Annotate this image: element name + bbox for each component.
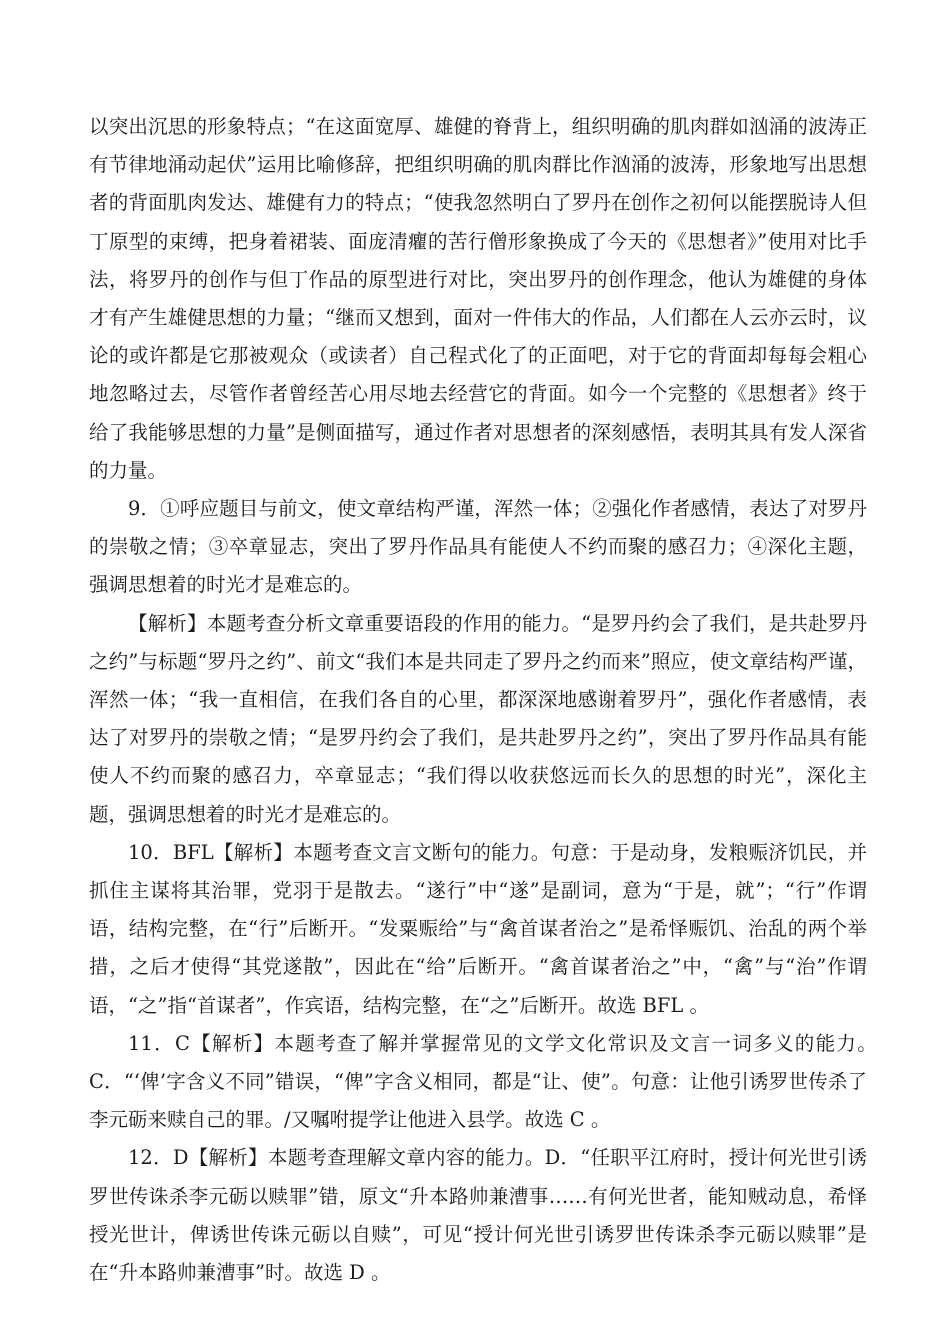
answer-11-paragraph: 11．C【解析】本题考查了解并掌握常见的文学文化常识及文言一词多义的能力。 C．“‘俾’字含义不同”错误，“俾”字含义相同，都是“让、使”。句意：让他引诱罗世传杀了李元砺来赎自己的罪。/又嘱咐提学让他进入县学。故选 C 。 <box>89 1031 887 1132</box>
document-page <box>89 108 887 1292</box>
answer-10-paragraph: 10．BFL【解析】本题考查文言文断句的能力。句意：于是动身，发粮赈济饥民，并抓住主谋将其治罪，党羽于是散去。“遂行”中“遂”是副词，意为“于是，就”；“行”作谓语，结构完整，在“行”后断开。“发粟赈给”与“禽首谋者治之”是希怿赈饥、治乱的两个举措，之后才使得“其党遂散”，因此在“给”后断开。“禽首谋者治之”中，“禽”与“治”作谓语，“之”指“首谋者”，作宾语，结构完整，在“之”后断开。故选 BFL 。 <box>89 840 867 1017</box>
analysis-paragraph-continued: 以突出沉思的形象特点；“在这面宽厚、雄健的脊背上，组织明确的肌肉群如汹涌的波涛正有节律地涌动起伏”运用比喻修辞，把组织明确的肌肉群比作汹涌的波涛，形象地写出思想者的背面肌肉发达、雄健有力的特点；“使我忽然明白了罗丹在创作之初何以能摆脱诗人但丁原型的束缚，把身着裙装、面庞清癯的苦行僧形象换成了今天的《思想者》”使用对比手法，将罗丹的创作与但丁作品的原型进行对比，突出罗丹的创作理念，他认为雄健的身体才有产生雄健思想的力量；“继而又想到，面对一件伟大的作品，人们都在人云亦云时，议论的或许都是它那被观众（或读者）自己程式化了的正面吧，对于它的背面却每每会粗心地忽略过去，尽管作者曾经苦心用尽地去经营它的背面。如今一个完整的《思想者》终于给了我能够思想的力量”是侧面描写，通过作者对思想者的深刻感悟，表明其具有发人深省的力量。 <box>89 115 867 482</box>
answer-9-paragraph: 9．①呼应题目与前文，使文章结构严谨，浑然一体；②强化作者感情，表达了对罗丹的崇敬之情；③卒章显志，突出了罗丹作品具有能使人不约而聚的感召力；④深化主题，强调思想着的时光才是难忘的。 <box>89 497 867 597</box>
answer-12-paragraph: 12．D【解析】本题考查理解文章内容的能力。D．“任职平江府时，授计何光世引诱罗世传诛杀李元砺以赎罪”错，原文“升本路帅兼漕事……有何光世者，能知贼动息，希怿授光世计，俾诱世传诛元砺以自赎”，可见“授计何光世引诱罗世传诛杀李元砺以赎罪”是在“升本路帅兼漕事”时。故选 D 。 <box>89 1146 867 1285</box>
answer-9-analysis-paragraph: 【解析】本题考查分析文章重要语段的作用的能力。“是罗丹约会了我们，是共赴罗丹之约”与标题“罗丹之约”、前文“我们本是共同走了罗丹之约而来”照应，使文章结构严谨，浑然一体；“我一直相信，在我们各自的心里，都深深地感谢着罗丹”，强化作者感情，表达了对罗丹的崇敬之情；“是罗丹约会了我们，是共赴罗丹之约”，突出了罗丹作品具有能使人不约而聚的感召力，卒章显志；“我们得以收获悠远而长久的思想的时光”，深化主题，强调思想着的时光才是难忘的。 <box>89 611 867 826</box>
